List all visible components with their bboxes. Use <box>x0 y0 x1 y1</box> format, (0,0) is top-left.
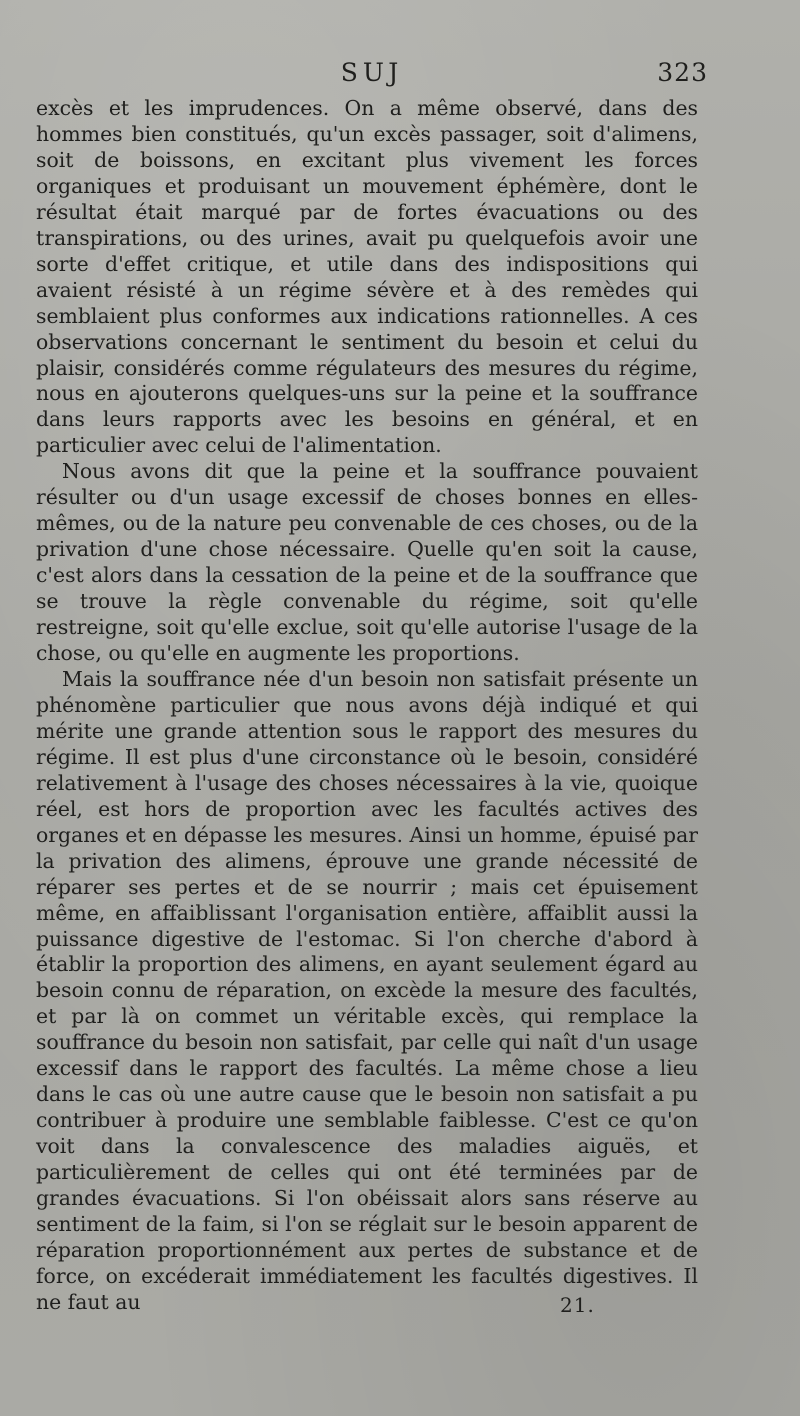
paragraph-continued: excès et les imprudences. On a même observé, dans des hommes bien constitués, qu'un excès passager, soit d'alimens, soit de boissons, en excitant plus vivement les forces organiques et produisant un mouvement éphémère, dont le résultat était marqué par de fortes évacuations ou des transpirations, ou des urines, avait pu quelquefois avoir une sorte d'effet critique, et utile dans des indispositions qui avaient résisté à un régime sévère et à des remèdes qui semblaient plus conformes aux indications rationnelles. A ces observations concernant le sentiment du besoin et celui du plaisir, considérés comme régulateurs des mesures du régime, nous en ajouterons quelques-uns sur la peine et la souffrance dans leurs rapports avec les besoins en général, et en particulier avec celui de l'alimentation. <box>36 96 698 458</box>
body-text <box>36 96 698 1316</box>
page-number: 323 <box>657 58 708 87</box>
page-header <box>36 58 708 98</box>
paragraph: Nous avons dit que la peine et la souffrance pouvaient résulter ou d'un usage excessif de choses bonnes en elles-mêmes, ou de la nature peu convenable de ces choses, ou de la privation d'une chose nécessaire. Quelle qu'en soit la cause, c'est alors dans la cessation de la peine et de la souffrance que se trouve la règle convenable du régime, soit qu'elle restreigne, soit qu'elle exclue, soit qu'elle autorise l'usage de la chose, ou qu'elle en augmente les proportions. <box>36 459 698 666</box>
signature-mark: 21. <box>560 1293 595 1317</box>
running-head: SUJ <box>340 58 404 87</box>
paragraph: Mais la souffrance née d'un besoin non satisfait présente un phénomène particulier que nous avons déjà indiqué et qui mérite une grande attention sous le rapport des mesures du régime. Il est plus d'une circonstance où le besoin, considéré relativement à l'usage des choses nécessaires à la vie, quoique réel, est hors de proportion avec les facultés actives des organes et en dépasse les mesures. Ainsi un homme, épuisé par la privation des alimens, éprouve une grande nécessité de réparer ses pertes et de se nourrir ; mais cet épuisement même, en affaiblissant l'organisation entière, affaiblit aussi la puissance digestive de l'estomac. Si l'on cherche d'abord à établir la proportion des alimens, en ayant seulement égard au besoin connu de réparation, on excède la mesure des facultés, et par là on commet un véritable excès, qui remplace la souffrance du besoin non satisfait, par celle qui naît d'un usage excessif dans le rapport des facultés. La même chose a lieu dans le cas où une autre cause que le besoin non satisfait a pu contribuer à produire une semblable faiblesse. C'est ce qu'on voit dans la convalescence des maladies aiguës, et particulièrement de celles qui ont été terminées par de grandes évacuations. Si l'on obéissait alors sans réserve au sentiment de la faim, si l'on se réglait sur le besoin apparent de réparation proportionnément aux pertes de substance et de force, on excéderait immédiatement les facultés digestives. Il ne faut au <box>36 666 698 1314</box>
